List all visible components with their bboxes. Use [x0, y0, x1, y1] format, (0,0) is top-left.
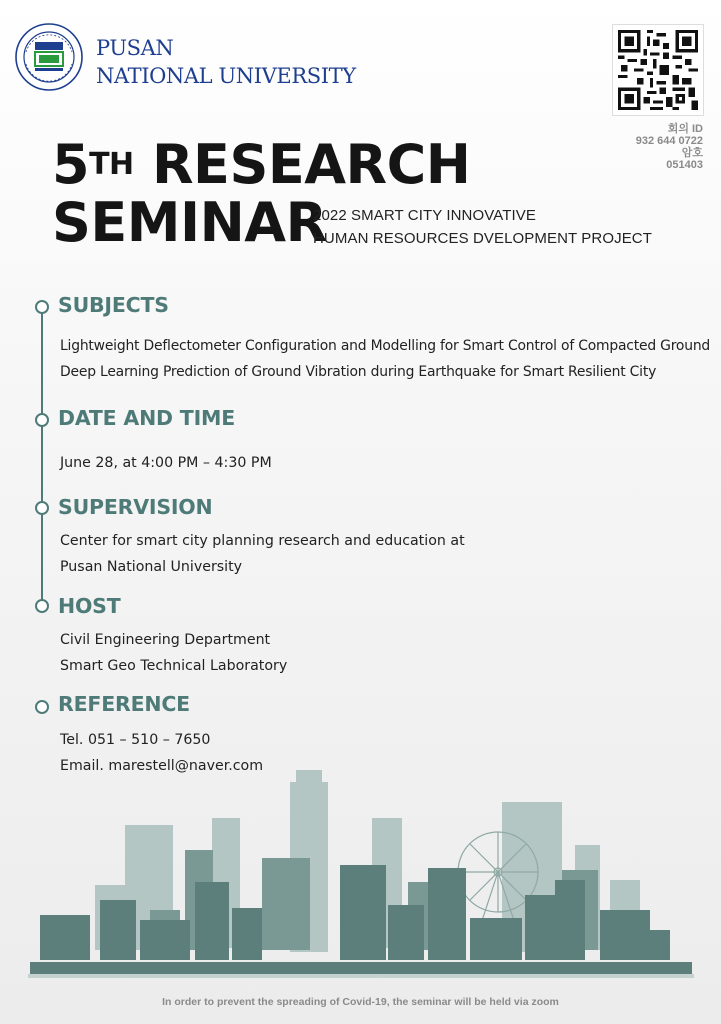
subtitle-line2: HUMAN RESOURCES DVELOPMENT PROJECT: [313, 230, 653, 247]
timeline-dot-host: [35, 599, 49, 613]
section-body-host: [60, 627, 287, 679]
city-skyline-illustration: [0, 770, 721, 990]
subtitle-line1: 2022 SMART CITY INNOVATIVE: [313, 207, 536, 224]
meeting-id-label: 회의 ID: [667, 123, 703, 135]
timeline-dot-supervision: [35, 501, 49, 515]
university-name-line1: PUSAN: [96, 36, 174, 60]
section-heading-subjects: SUBJECTS: [58, 293, 169, 317]
meeting-info: [636, 123, 703, 171]
timeline-dot-date: [35, 413, 49, 427]
supervision-line-1: Center for smart city planning research and education at: [60, 533, 465, 549]
university-seal-icon: [14, 22, 84, 92]
section-heading-host: HOST: [58, 594, 121, 618]
title-number: 5: [52, 133, 90, 196]
reference-phone: Tel. 051 – 510 – 7650: [60, 732, 211, 748]
university-name: [96, 34, 356, 90]
title-word-seminar: SEMINAR: [52, 191, 327, 254]
timeline-dot-subjects: [35, 300, 49, 314]
timeline-line: [41, 308, 43, 608]
host-line-1: Civil Engineering Department: [60, 632, 271, 648]
section-heading-date: DATE AND TIME: [58, 406, 236, 430]
date-line-1: June 28, at 4:00 PM – 4:30 PM: [60, 455, 272, 471]
meeting-id-value: 932 644 0722: [635, 135, 703, 147]
covid-notice: In order to prevent the spreading of Covid-19, the seminar will be held via zoom: [162, 996, 559, 1008]
section-heading-reference: REFERENCE: [58, 692, 190, 716]
title-word-research: RESEARCH: [151, 133, 471, 196]
meeting-password-label: 암호: [681, 147, 703, 159]
supervision-line-2: Pusan National University: [60, 559, 243, 575]
university-name-line2: NATIONAL UNIVERSITY: [96, 64, 356, 88]
qr-code-icon[interactable]: [612, 24, 704, 116]
subject-line-2: Deep Learning Prediction of Ground Vibration during Earthquake for Smart Resilient City: [60, 364, 657, 380]
meeting-password-value: 051403: [666, 159, 703, 171]
subject-line-1: Lightweight Deflectometer Configuration and Modelling for Smart Control of Compacted Ground: [60, 338, 711, 354]
section-heading-supervision: SUPERVISION: [58, 495, 213, 519]
seminar-subtitle: [313, 204, 652, 250]
host-line-2: Smart Geo Technical Laboratory: [60, 658, 288, 674]
title-suffix: TH: [89, 147, 134, 182]
section-body-subjects: [60, 333, 710, 385]
timeline-dot-reference: [35, 700, 49, 714]
reference-email[interactable]: Email. marestell@naver.com: [60, 758, 264, 774]
section-body-date: [60, 450, 272, 476]
section-body-supervision: [60, 528, 465, 580]
